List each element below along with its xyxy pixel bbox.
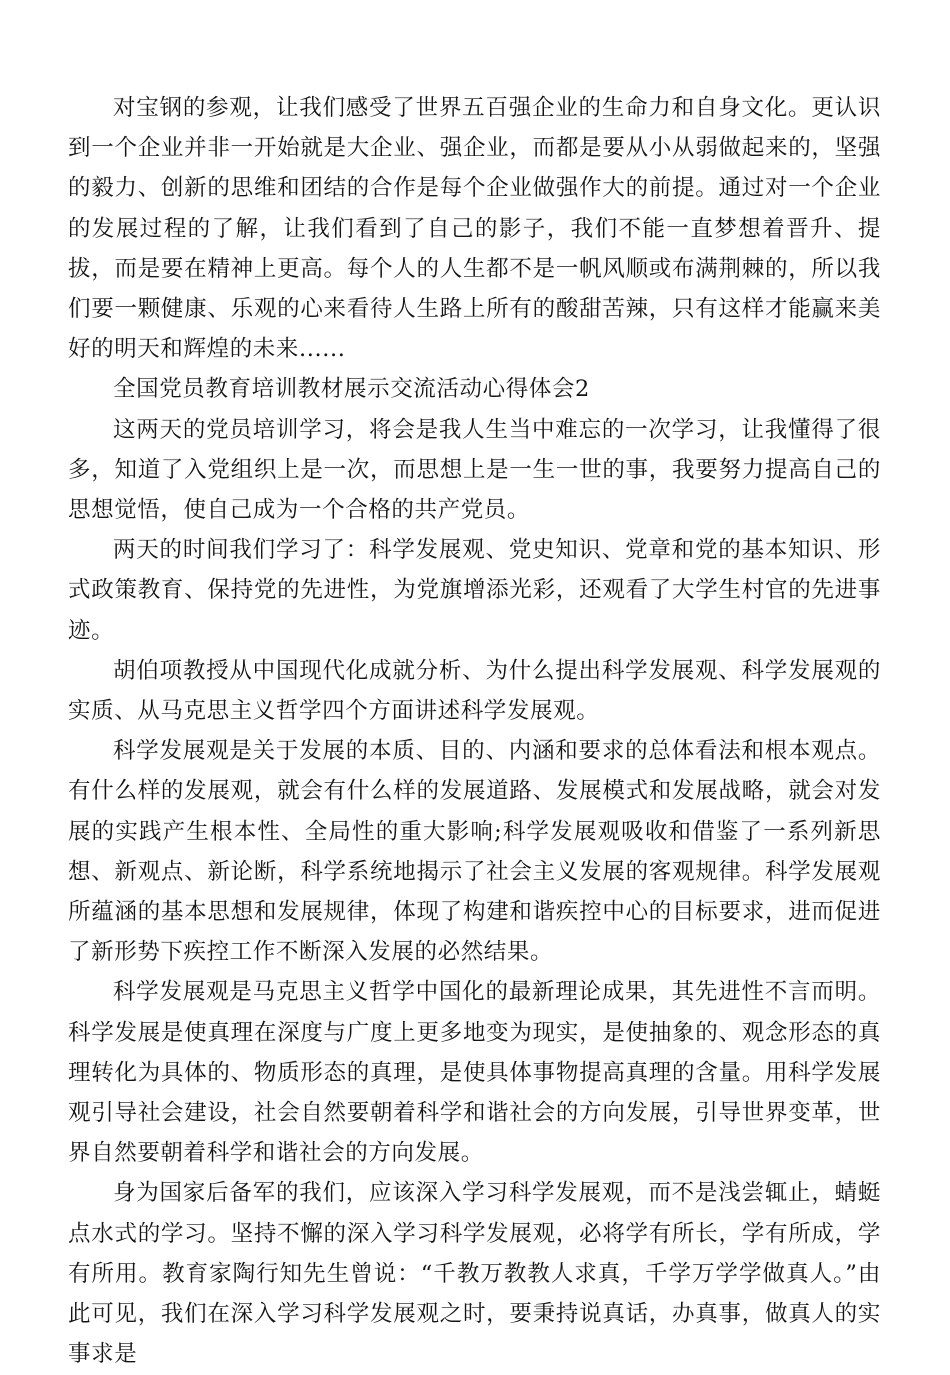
paragraph-baosteel-visit: 对宝钢的参观，让我们感受了世界五百强企业的生命力和自身文化。更认识到一个企业并非一开始就是大企业、强企业，而都是要从小从弱做起来的，坚强的毅力、创新的思维和团结的合作是每个企业做强作大的前提。通过对一个企业的发展过程的了解，让我们看到了自己的影子，我们不能一直梦想着晋升、提拔，而是要在精神上更高。每个人的人生都不是一帆风顺或布满荆棘的，所以我们要一颗健康、乐观的心来看待人生路上所有的酸甜苦辣，只有这样才能赢来美好的明天和辉煌的未来...... [68, 95, 881, 363]
paragraph-marxism: 科学发展观是马克思主义哲学中国化的最新理论成果，其先进性不言而明。科学发展是使真理在深度与广度上更多地变为现实，是使抽象的、观念形态的真理转化为具体的、物质形态的真理，是使具体事物提高真理的含量。用科学发展观引导社会建设，社会自然要朝着科学和谐社会的方向发展，引导世界变革，世界自然要朝着科学和谐社会的方向发展。 [68, 979, 881, 1167]
section-heading: 全国党员教育培训教材展示交流活动心得体会2 [113, 376, 590, 403]
paragraph-training-intro: 这两天的党员培训学习，将会是我人生当中难忘的一次学习，让我懂得了很多，知道了入党组织上是一次，而思想上是一生一世的事，我要努力提高自己的思想觉悟，使自己成为一个合格的共产党员。 [68, 416, 881, 524]
document-body [68, 88, 881, 1375]
paragraph-professor-hu: 胡伯项教授从中国现代化成就分析、为什么提出科学发展观、科学发展观的实质、从马克思主义哲学四个方面讲述科学发展观。 [68, 657, 881, 725]
paragraph-reserve-army: 身为国家后备军的我们，应该深入学习科学发展观，而不是浅尝辄止，蜻蜓点水式的学习。坚持不懈的深入学习科学发展观，必将学有所长，学有所成，学有所用。教育家陶行知先生曾说：“千教万教教人求真，千学万学学做真人。”由此可见，我们在深入学习科学发展观之时，要秉持说真话，办真事，做真人的实事求是 [68, 1180, 881, 1368]
paragraph-scientific-outlook: 科学发展观是关于发展的本质、目的、内涵和要求的总体看法和根本观点。有什么样的发展观，就会有什么样的发展道路、发展模式和发展战略，就会对发展的实践产生根本性、全局性的重大影响;科学发展观吸收和借鉴了一系列新思想、新观点、新论断，科学系统地揭示了社会主义发展的客观规律。科学发展观所蕴涵的基本思想和发展规律，体现了构建和谐疾控中心的目标要求，进而促进了新形势下疾控工作不断深入发展的必然结果。 [68, 738, 881, 966]
paragraph-two-days: 两天的时间我们学习了：科学发展观、党史知识、党章和党的基本知识、形式政策教育、保持党的先进性，为党旗增添光彩，还观看了大学生村官的先进事迹。 [68, 537, 881, 644]
